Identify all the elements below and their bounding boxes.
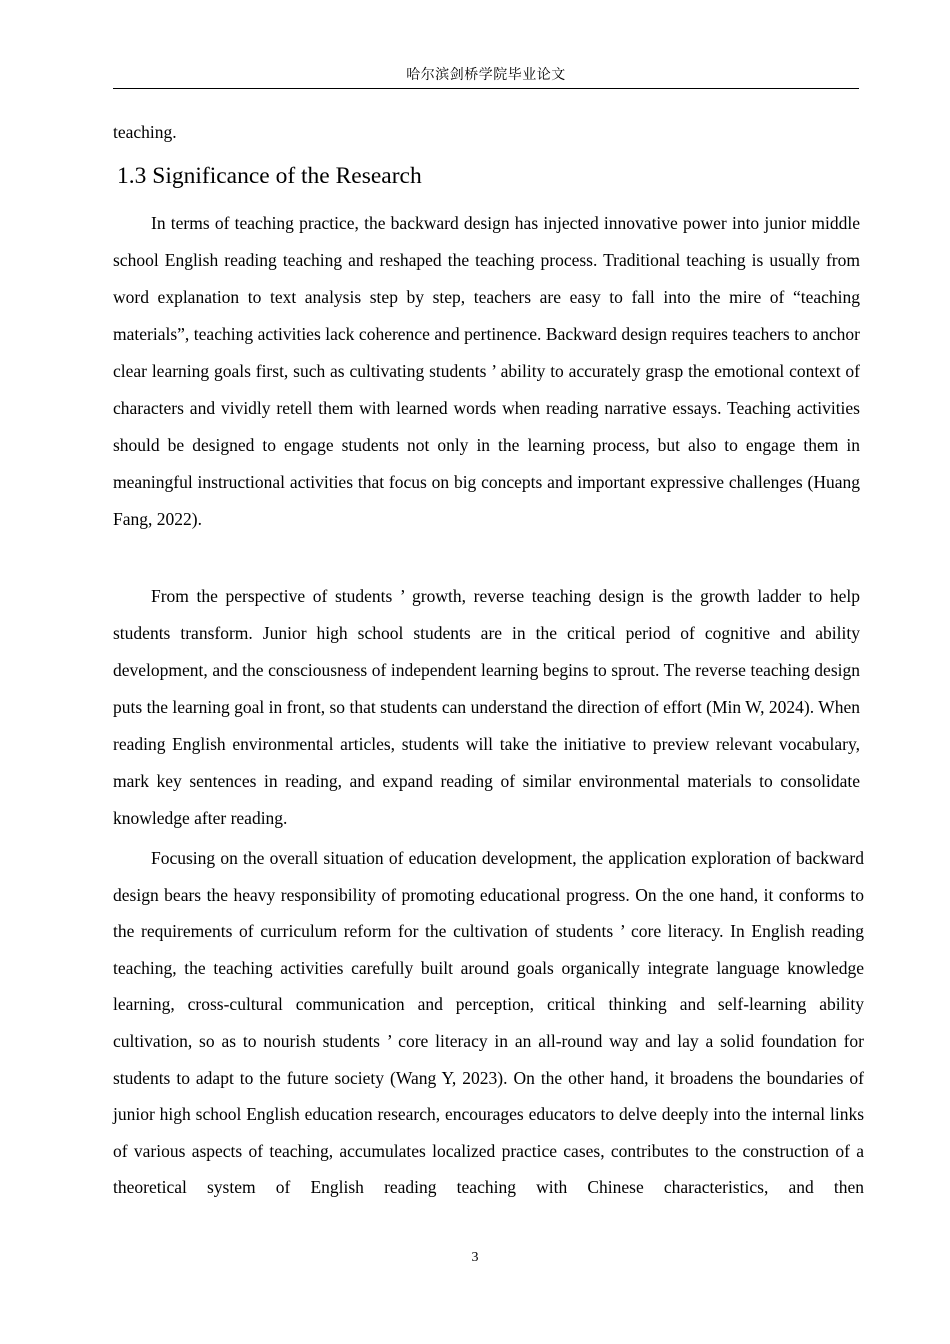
- page-number: 3: [471, 1250, 479, 1265]
- paragraph-education-development: Focusing on the overall situation of education development, the application exploration of backward design bears the heavy responsibility of promoting educational progress. On the one hand, it conforms to the requirements of curriculum reform for the cultivation of students ’ core literacy. In English reading teaching, the teaching activities carefully built around goals organically integrate language knowledge learning, cross-cultural communication and perception, critical thinking and self-learning ability cultivation, so as to nourish students ’ core literacy in an all-round way and lay a solid foundation for students to adapt to the future society (Wang Y, 2023). On the other hand, it broadens the boundaries of junior high school English education research, encourages educators to delve deeply into the internal links of various aspects of teaching, accumulates localized practice cases, contributes to the construction of a theoretical system of English reading teaching with Chinese characteristics, and then: [113, 848, 864, 1198]
- header-rule: [113, 88, 859, 89]
- paragraph-teaching-practice: In terms of teaching practice, the backward design has injected innovative power into junior middle school English reading teaching and reshaped the teaching process. Traditional teaching is usually from word explanation to text analysis step by step, teachers are easy to fall into the mire of “teaching materials”, teaching activities lack coherence and pertinence. Backward design requires teachers to anchor clear learning goals first, such as cultivating students ’ ability to accurately grasp the emotional context of characters and vividly retell them with learned words when reading narrative essays. Teaching activities should be designed to engage students not only in the learning process, but also to engage them in meaningful instructional activities that focus on big concepts and important expressive challenges (Huang Fang, 2022).: [113, 213, 860, 529]
- section-heading: 1.3 Significance of the Research: [117, 163, 422, 189]
- running-header: 哈尔滨剑桥学院毕业论文: [406, 67, 566, 83]
- paragraph-student-growth: From the perspective of students ’ growth, reverse teaching design is the growth ladder to help students transform. Junior high school students are in the critical period of cognitive and ability development, and the consciousness of independent learning begins to sprout. The reverse teaching design puts the learning goal in front, so that students can understand the direction of effort (Min W, 2024). When reading English environmental articles, students will take the initiative to preview relevant vocabulary, mark key sentences in reading, and expand reading of similar environmental materials to consolidate knowledge after reading.: [113, 586, 860, 828]
- continued-text: teaching.: [113, 122, 177, 142]
